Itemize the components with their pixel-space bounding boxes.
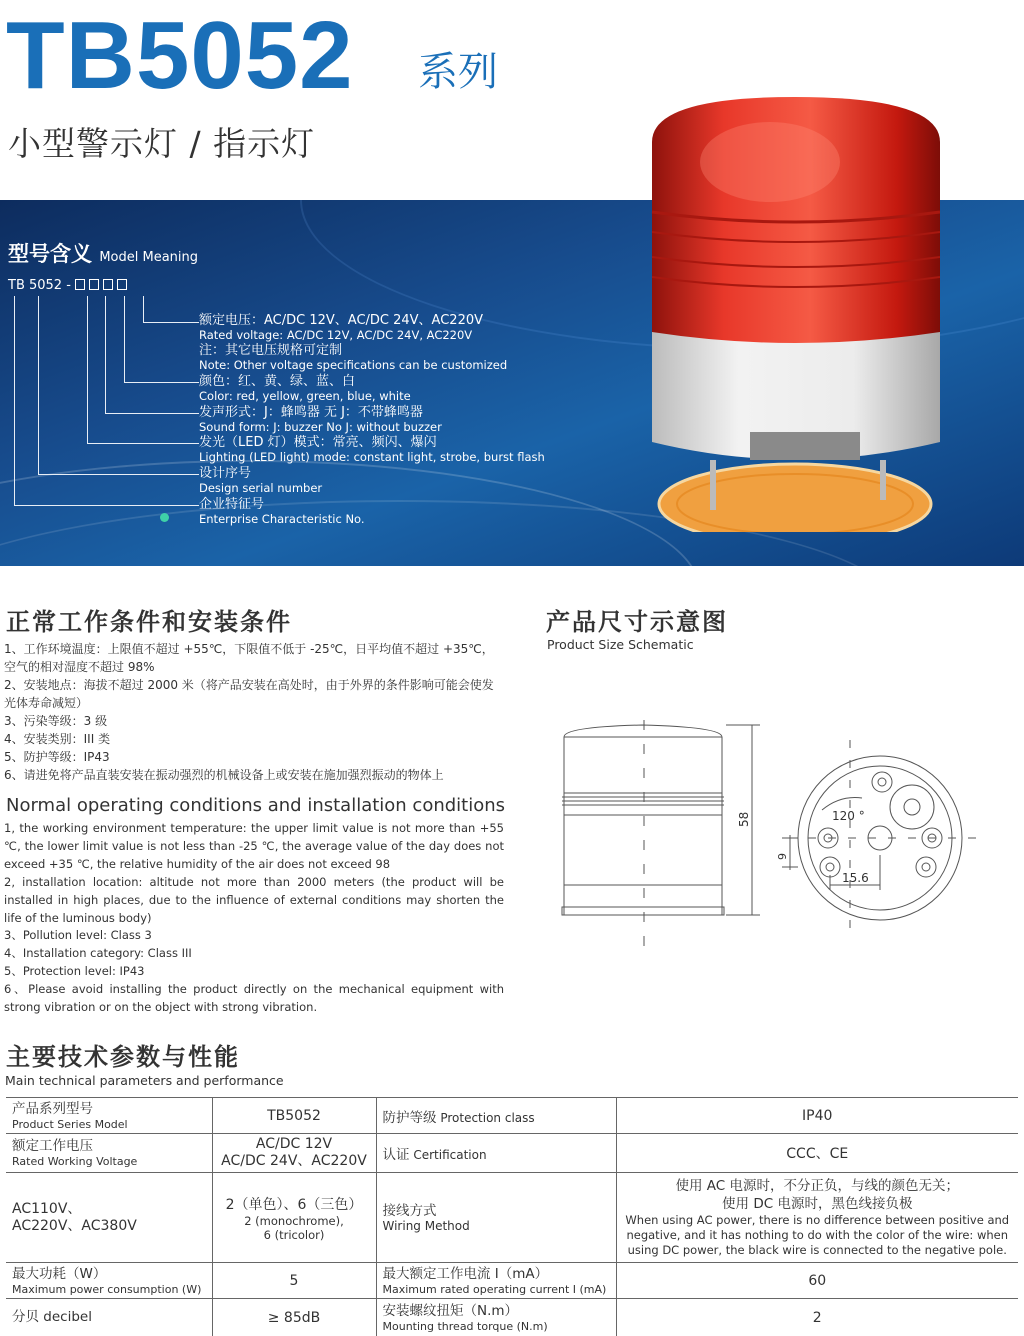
param-label <box>376 1098 616 1134</box>
param-value <box>616 1134 1018 1173</box>
param-value-text: 使用 AC 电源时，不分正负，与线的颜色无关； <box>675 1178 959 1194</box>
condition-item: 5、防护等级：IP43 <box>4 750 110 764</box>
model-meaning-title <box>8 238 198 268</box>
condition-item: 2、安装地点：海拔不超过 2000 米（将产品安装在高处时，由于外界的条件影响可能会使发光体寿命减短） <box>4 678 494 710</box>
param-label-en: Protection class <box>440 1110 535 1125</box>
table-row <box>6 1098 1018 1134</box>
param-value-text: 2（单色）、6（三色） <box>225 1196 363 1213</box>
param-label <box>376 1299 616 1336</box>
table-row <box>6 1263 1018 1299</box>
size-title-en: Product Size Schematic <box>547 637 694 652</box>
code-box-icon <box>75 279 85 290</box>
model-code-prefix: TB 5052 - <box>8 278 71 293</box>
param-value-text: AC/DC 24V、AC220V <box>221 1153 367 1169</box>
meaning-enterprise-en: Enterprise Characteristic No. <box>199 512 365 526</box>
param-value-text: AC/DC 12V <box>255 1136 333 1152</box>
param-value <box>212 1098 376 1134</box>
params-title-zh: 主要技术参数与性能 <box>6 1043 240 1071</box>
params-table <box>6 1097 1018 1336</box>
table-row <box>6 1173 1018 1263</box>
param-label-zh: 安装螺纹扭矩（N.m） <box>382 1302 519 1319</box>
accent-dot <box>160 513 169 522</box>
param-value <box>616 1173 1018 1263</box>
param-label <box>6 1173 212 1263</box>
param-label-zh: 认证 <box>382 1147 410 1163</box>
param-value <box>212 1299 376 1336</box>
meaning-note-en: Note: Other voltage specifications can be customized <box>199 358 508 372</box>
dim-offset-label: 9 <box>776 853 789 860</box>
param-value-text: ≥ 85dB <box>267 1309 321 1326</box>
meaning-design-zh: 设计序号 <box>199 466 252 481</box>
code-box-icon <box>117 279 127 290</box>
meaning-design-no <box>199 467 322 495</box>
product-subtitle: 小型警示灯 / 指示灯 <box>8 124 316 163</box>
model-meaning-title-zh: 型号含义 <box>8 242 92 266</box>
param-label <box>376 1263 616 1299</box>
meaning-light-en: Lighting (LED light) mode: constant light, strobe, burst flash <box>199 450 545 464</box>
connector-line <box>14 296 199 506</box>
table-row <box>6 1299 1018 1336</box>
param-label-en: Rated Working Voltage <box>12 1155 138 1168</box>
condition-item-en: 1, the working environment temperature: the upper limit value is not more than +55 ℃, the lower limit value is not less than -25 ℃, the average value of the day does not exceed +35 ℃, the relative humidity of the air does not exceed 98 <box>4 821 504 871</box>
condition-item-en: 6、Please avoid installing the product directly on the mechanical equipment with strong vibration or on the object with strong vibration. <box>4 982 504 1015</box>
meaning-voltage <box>199 314 507 372</box>
param-label <box>6 1263 212 1299</box>
param-value-text: 使用 DC 电源时，黑色线接负极 <box>722 1196 913 1212</box>
param-label <box>376 1134 616 1173</box>
param-label-zh: 防护等级 <box>382 1109 437 1126</box>
meaning-color-en: Color: red, yellow, green, blue, white <box>199 389 411 403</box>
param-label-en: Product Series Model <box>12 1117 128 1131</box>
param-label-zh: 最大功耗（W） <box>12 1265 107 1282</box>
code-box-icon <box>103 279 113 290</box>
condition-item-en: 4、Installation category: Class III <box>4 946 192 961</box>
conditions-title-en: Normal operating conditions and installation conditions <box>6 795 506 816</box>
param-value-text: 2 (monochrome), <box>244 1213 344 1228</box>
param-value <box>616 1299 1018 1336</box>
meaning-sound <box>199 406 442 434</box>
param-value-text: 60 <box>808 1272 827 1289</box>
condition-item-en: 2, installation location: altitude not more than 2000 meters (the product will be installed in high places, due to the influence of external conditions may shorten the life of the luminous body) <box>4 874 504 925</box>
param-label-en: AC220V、AC380V <box>12 1217 137 1234</box>
meaning-light-zh: 发光（LED 灯）模式：常亮、频闪、爆闪 <box>199 435 437 450</box>
condition-item-en: 3、Pollution level: Class 3 <box>4 928 152 943</box>
param-value <box>212 1173 376 1263</box>
condition-item: 1、工作环境温度：上限值不超过 +55℃，下限值不低于 -25℃，日平均值不超过 +35℃，空气的相对湿度不超过 98% <box>4 642 494 674</box>
param-label-en: Certification <box>413 1148 487 1162</box>
condition-item: 3、污染等级：3 级 <box>4 714 108 728</box>
dim-angle-label: 120 ° <box>832 809 865 823</box>
meaning-sound-zh: 发声形式：J：蜂鸣器 无 J：不带蜂鸣器 <box>199 405 423 420</box>
param-label-zh: 最大额定工作电流 I（mA） <box>382 1265 549 1282</box>
param-label <box>6 1299 212 1336</box>
product-title: TB5052 <box>6 2 354 109</box>
meaning-voltage-en: Rated voltage: AC/DC 12V, AC/DC 24V, AC220V <box>199 328 473 342</box>
conditions-title-zh: 正常工作条件和安装条件 <box>6 608 292 636</box>
param-value-text: TB5052 <box>267 1107 321 1124</box>
meaning-design-en: Design serial number <box>199 481 323 495</box>
condition-item: 6、请进免将产品直装安装在振动强烈的机械设备上或安装在施加强烈振动的物体上 <box>4 768 444 782</box>
model-code <box>8 278 127 293</box>
param-value-text: 6 (tricolor) <box>263 1227 325 1242</box>
param-label-zh: 产品系列型号 <box>12 1100 93 1117</box>
param-value <box>212 1134 376 1173</box>
param-value-text: IP40 <box>802 1107 833 1124</box>
condition-item: 4、安装类别：III 类 <box>4 732 111 746</box>
meaning-sound-en: Sound form: J: buzzer No J: without buzzer <box>199 420 442 434</box>
param-label-zh: 额定工作电压 <box>12 1138 93 1154</box>
warning-lamp-image <box>640 92 940 532</box>
param-label-zh: 分贝 decibel <box>12 1309 92 1325</box>
params-title-en: Main technical parameters and performance <box>5 1073 284 1088</box>
meaning-voltage-zh: 额定电压：AC/DC 12V、AC/DC 24V、AC220V <box>199 313 484 328</box>
meaning-color-zh: 颜色：红、黄、绿、蓝、白 <box>199 374 356 389</box>
meaning-light-mode <box>199 436 545 464</box>
param-value <box>212 1263 376 1299</box>
meaning-enterprise-zh: 企业特征号 <box>199 497 265 512</box>
meaning-enterprise <box>199 498 365 526</box>
code-box-icon <box>89 279 99 290</box>
table-row <box>6 1134 1018 1173</box>
dim-spacing-label: 15.6 <box>842 871 869 885</box>
model-meaning-title-en: Model Meaning <box>99 250 198 265</box>
param-value <box>616 1263 1018 1299</box>
param-label <box>376 1173 616 1263</box>
condition-item-en: 5、Protection level: IP43 <box>4 964 145 979</box>
param-label-en: Maximum rated operating current I (mA) <box>382 1282 607 1296</box>
size-title-zh: 产品尺寸示意图 <box>546 608 728 636</box>
param-value <box>616 1098 1018 1134</box>
param-label <box>6 1098 212 1134</box>
param-label-zh: AC110V、 <box>12 1200 82 1217</box>
param-label <box>6 1134 212 1173</box>
meaning-note-zh: 注：其它电压规格可定制 <box>199 343 343 358</box>
meaning-color <box>199 375 411 403</box>
param-value-text: 5 <box>289 1272 299 1289</box>
param-value-text: CCC、CE <box>786 1146 849 1162</box>
param-label-en: Wiring Method <box>382 1218 470 1233</box>
param-label-en: Mounting thread torque (N.m) <box>382 1319 548 1333</box>
conditions-list-zh <box>4 640 504 784</box>
series-label: 系列 <box>418 49 498 95</box>
size-schematic-drawing <box>560 715 980 955</box>
param-value-text: 2 <box>812 1309 822 1326</box>
param-label-zh: 接线方式 <box>382 1202 437 1219</box>
param-label-en: Maximum power consumption (W) <box>12 1282 202 1296</box>
param-value-text: When using AC power, there is no difference between positive and negative, and it has nothing to do with the color of the wire: when using DC power, the black wire is connected to the negative pole. <box>625 1213 1010 1257</box>
dim-height-label: 58 <box>737 811 751 827</box>
conditions-list-en <box>4 820 504 1017</box>
